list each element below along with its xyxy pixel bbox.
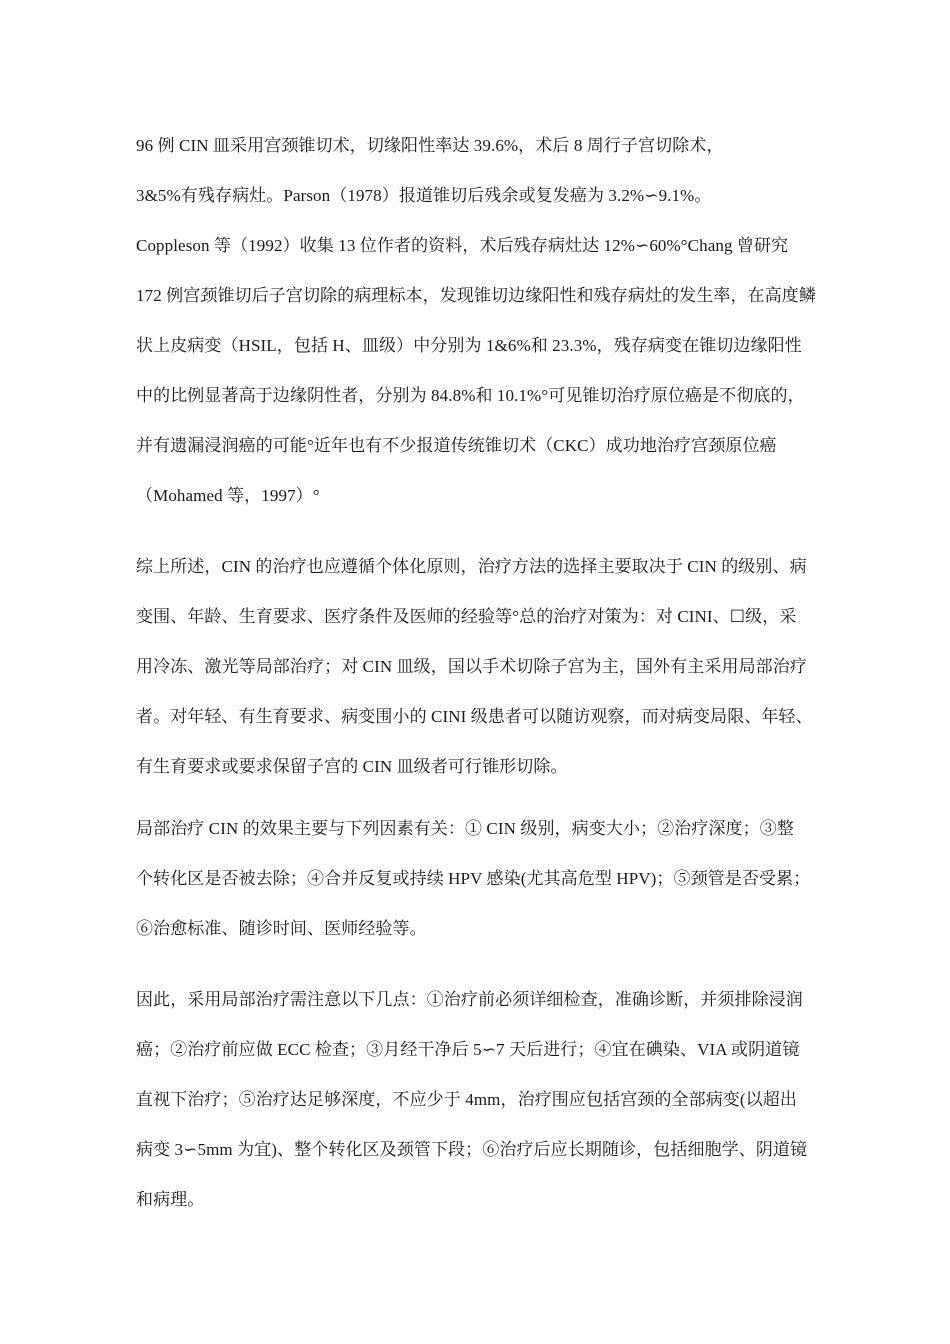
paragraph-line: 因此，采用局部治疗需注意以下几点：①治疗前必须详细检查，准确诊断，并须排除浸润	[136, 990, 803, 1009]
paragraph-line: 96 例 CIN 皿采用宫颈锥切术，切缘阳性率达 39.6%，术后 8 周行子宫切除术，	[136, 136, 724, 155]
paragraph-line: 者。对年轻、有生育要求、病变围小的 CINI 级患者可以随访观察，而对病变局限、年轻、	[136, 707, 813, 726]
paragraph-line: ⑥治愈标准、随诊时间、医师经验等。	[136, 919, 427, 938]
paragraph-line: 172 例宫颈锥切后子宫切除的病理标本，发现锥切边缘阳性和残存病灶的发生率，在高度鳞	[136, 286, 816, 305]
paragraph-line: 病变 3∽5mm 为宜)、整个转化区及颈管下段；⑥治疗后应长期随诊，包括细胞学、阴道镜	[136, 1140, 808, 1159]
paragraph-line: 有生育要求或要求保留子宫的 CIN 皿级者可行锥形切除。	[136, 757, 568, 776]
paragraph-line: 用冷冻、激光等局部治疗；对 CIN 皿级，国以手术切除子宫为主，国外有主采用局部治疗	[136, 657, 807, 676]
paragraph-line: 变围、年龄、生育要求、医疗条件及医师的经验等°总的治疗对策为：对 CINI、☐级，采	[136, 607, 797, 626]
paragraph-line: 和病理。	[136, 1190, 205, 1209]
paragraph-line: 3&5%有残存病灶。Parson（1978）报道锥切后残余或复发癌为 3.2%∽9.1%。	[136, 186, 712, 205]
paragraph-line: 直视下治疗；⑤治疗达足够深度，不应少于 4mm，治疗围应包括宫颈的全部病变(以超出	[136, 1090, 797, 1109]
paragraph-line: Coppleson 等（1992）收集 13 位作者的资料，术后残存病灶达 12%∽60%°Chang 曾研究	[136, 236, 789, 255]
paragraph-line: 状上皮病变（HSIL，包括 H、皿级）中分别为 1&6%和 23.3%，残存病变在锥切边缘阳性	[136, 336, 802, 355]
paragraph-line: 个转化区是否被去除；④合并反复或持续 HPV 感染(尤其高危型 HPV)；⑤颈管是否受累；	[136, 869, 811, 888]
paragraph-line: （Mohamed 等，1997）°	[136, 486, 320, 505]
paragraph-line: 综上所述，CIN 的治疗也应遵循个体化原则，治疗方法的选择主要取决于 CIN 的级别、病	[136, 557, 807, 576]
paragraph-line: 局部治疗 CIN 的效果主要与下列因素有关：① CIN 级别，病变大小；②治疗深度；③整	[136, 819, 794, 838]
paragraph-line: 中的比例显著高于边缘阴性者，分别为 84.8%和 10.1%°可见锥切治疗原位癌是不彻底的，	[136, 386, 805, 405]
paragraph-line: 癌；②治疗前应做 ECC 检查；③月经干净后 5∽7 天后进行；④宜在碘染、VIA 或阴道镜	[136, 1040, 800, 1059]
paragraph-line: 并有遗漏浸润癌的可能°近年也有不少报道传统锥切术（CKC）成功地治疗宫颈原位癌	[136, 436, 777, 455]
